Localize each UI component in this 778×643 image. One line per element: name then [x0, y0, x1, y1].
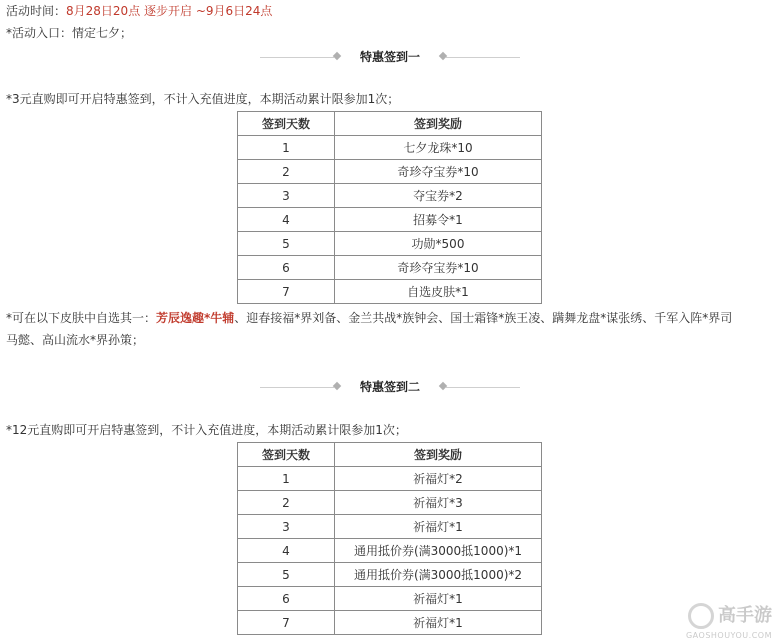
table-header-row: [238, 443, 542, 467]
table-row: [238, 160, 542, 184]
divider-line: [260, 57, 334, 58]
header-days: 签到天数: [238, 443, 335, 467]
day-cell: 2: [238, 491, 335, 515]
table-row: [238, 515, 542, 539]
header-reward: 签到奖励: [335, 443, 542, 467]
reward-cell: 祈福灯*1: [335, 611, 542, 635]
activity-time-label: 活动时间：: [6, 4, 67, 18]
table-row: [238, 184, 542, 208]
day-cell: 4: [238, 539, 335, 563]
day-cell: 7: [238, 280, 335, 304]
table-row: [238, 539, 542, 563]
skin-note-prefix: *可在以下皮肤中自选其一：: [6, 311, 157, 325]
watermark: [676, 603, 772, 639]
table-row: [238, 587, 542, 611]
section2-table: [237, 442, 542, 635]
day-cell: 2: [238, 160, 335, 184]
reward-cell: 功勋*500: [335, 232, 542, 256]
header-reward: 签到奖励: [335, 112, 542, 136]
table-row: [238, 611, 542, 635]
table-row: [238, 563, 542, 587]
table-row: [238, 208, 542, 232]
divider-line: [446, 57, 520, 58]
day-cell: 1: [238, 136, 335, 160]
section1-table: [237, 111, 542, 304]
section1-title: 特惠签到一: [359, 50, 420, 64]
divider-line: [446, 387, 520, 388]
day-cell: 6: [238, 587, 335, 611]
reward-cell: 祈福灯*2: [335, 467, 542, 491]
day-cell: 3: [238, 184, 335, 208]
reward-cell: 通用抵价券(满3000抵1000)*2: [335, 563, 542, 587]
table-row: [238, 136, 542, 160]
day-cell: 7: [238, 611, 335, 635]
table-row: [238, 491, 542, 515]
diamond-icon: [439, 52, 447, 60]
reward-cell: 祈福灯*3: [335, 491, 542, 515]
reward-cell: 通用抵价券(满3000抵1000)*1: [335, 539, 542, 563]
day-cell: 3: [238, 515, 335, 539]
diamond-icon: [439, 382, 447, 390]
reward-cell: 七夕龙珠*10: [335, 136, 542, 160]
section2-title: 特惠签到二: [359, 380, 420, 394]
table-row: [238, 280, 542, 304]
skin-note-rest: 、迎春接福*界刘备、金兰共战*族钟会、国士霜锋*族王凌、蹒舞龙盘*谋张绣、千军入阵*界司: [234, 311, 733, 325]
table-row: [238, 256, 542, 280]
activity-entry: *活动入口：情定七夕；: [6, 26, 133, 40]
section2-desc: *12元直购即可开启特惠签到，不计入充值进度，本期活动累计限参加1次；: [6, 423, 407, 437]
diamond-icon: [333, 52, 341, 60]
table-row: [238, 467, 542, 491]
diamond-icon: [333, 382, 341, 390]
reward-cell: 祈福灯*1: [335, 587, 542, 611]
day-cell: 1: [238, 467, 335, 491]
day-cell: 6: [238, 256, 335, 280]
reward-cell: 夺宝券*2: [335, 184, 542, 208]
reward-cell: 奇珍夺宝券*10: [335, 256, 542, 280]
section1-heading: [260, 48, 520, 66]
activity-time-value: 8月28日20点 逐步开启 ~9月6日24点: [66, 4, 273, 18]
reward-cell: 祈福灯*1: [335, 515, 542, 539]
header-days: 签到天数: [238, 112, 335, 136]
section2-heading: [260, 378, 520, 396]
section1-desc: *3元直购即可开启特惠签到，不计入充值进度，本期活动累计限参加1次；: [6, 92, 400, 106]
reward-cell: 自选皮肤*1: [335, 280, 542, 304]
skin-note: [6, 309, 732, 327]
gaoshouyou-logo-icon: [688, 603, 714, 629]
reward-cell: 奇珍夺宝券*10: [335, 160, 542, 184]
day-cell: 4: [238, 208, 335, 232]
table-row: [238, 232, 542, 256]
day-cell: 5: [238, 563, 335, 587]
reward-cell: 招募令*1: [335, 208, 542, 232]
skin-note-highlight: 芳辰逸趣*牛辅: [156, 311, 235, 325]
activity-time: [6, 2, 272, 20]
watermark-text: 高手游: [718, 605, 772, 626]
table-header-row: [238, 112, 542, 136]
skin-note-line2: 马懿、高山流水*界孙策；: [6, 333, 145, 347]
day-cell: 5: [238, 232, 335, 256]
divider-line: [260, 387, 334, 388]
watermark-sub: GAOSHOUYOU.COM: [685, 631, 772, 640]
